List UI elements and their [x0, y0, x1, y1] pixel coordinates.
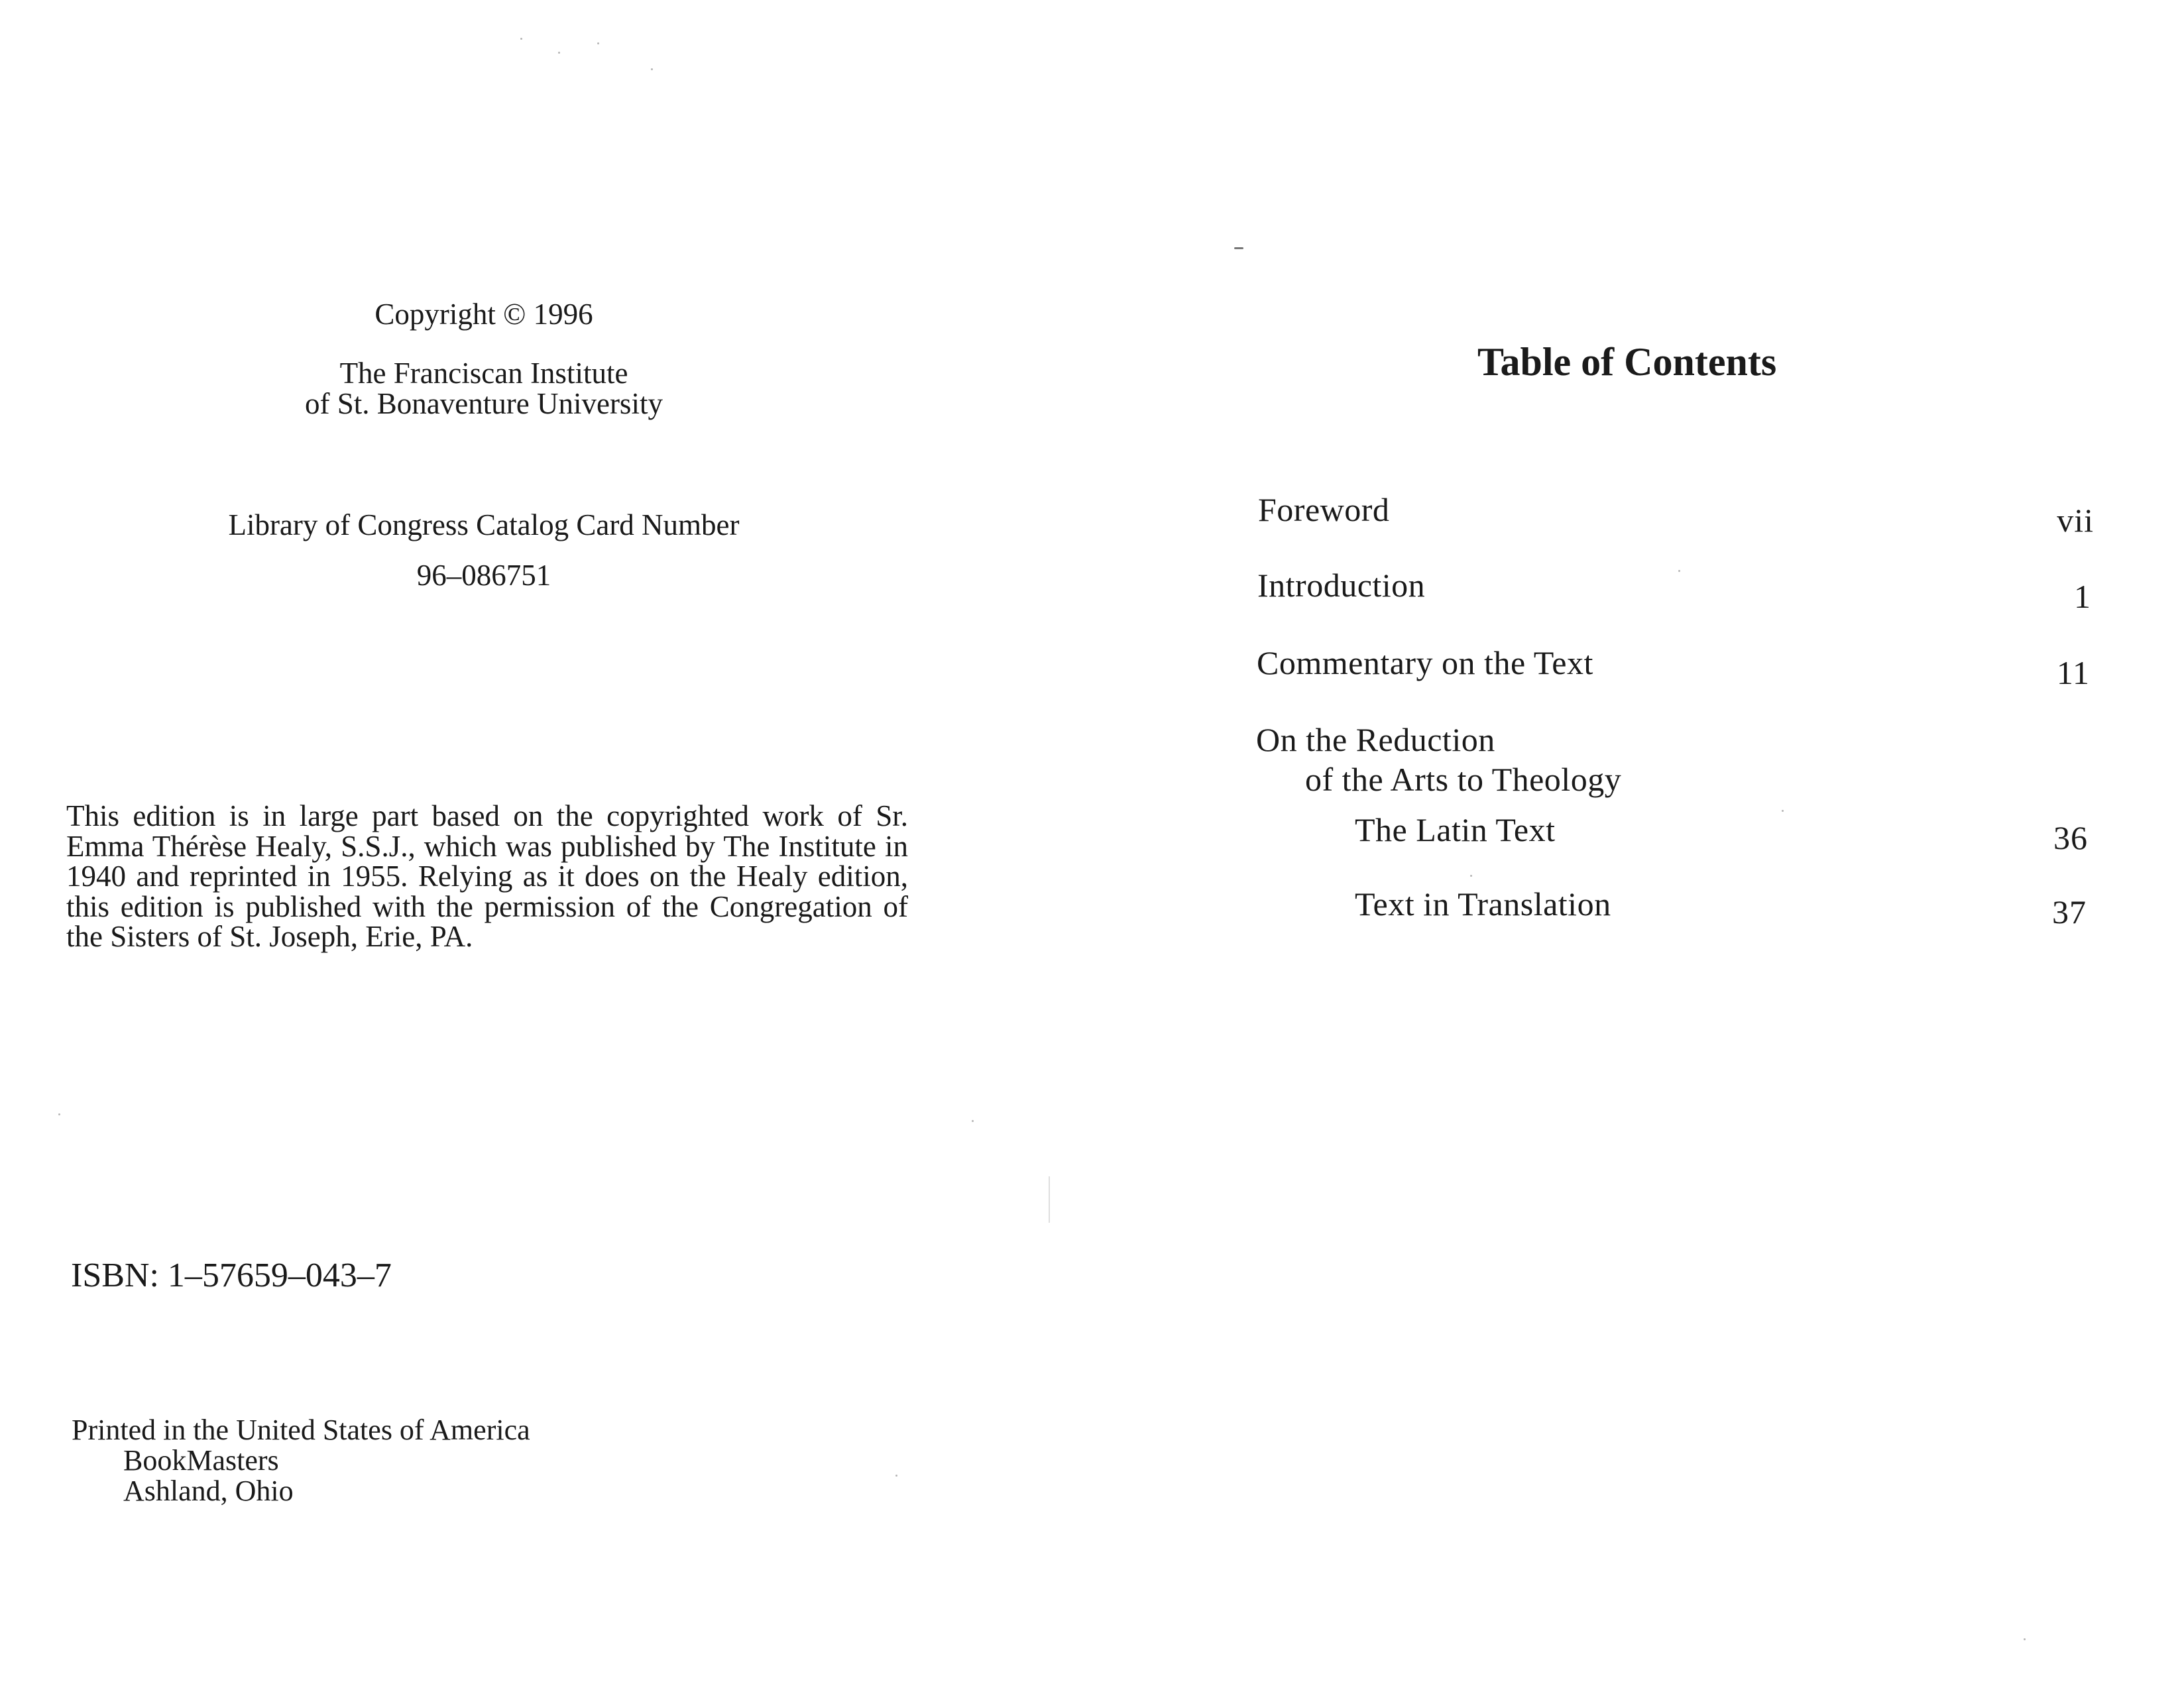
- isbn: ISBN: 1–57659–043–7: [71, 1257, 392, 1294]
- toc-entry-introduction-label: Introduction: [1257, 567, 1426, 604]
- copyright-page: [0, 0, 1054, 1688]
- printer-block: [72, 1415, 530, 1506]
- publisher-university: of St. Bonaventure University: [305, 387, 663, 420]
- printer-location: Ashland, Ohio: [123, 1475, 294, 1507]
- scan-speck: [558, 52, 560, 54]
- scan-speck: [651, 68, 653, 70]
- scan-speck: [2024, 1638, 2026, 1640]
- toc-entry-translation-label: Text in Translation: [1355, 885, 1611, 923]
- toc-entry-reduction-label: On the Reduction: [1256, 721, 1495, 758]
- scan-speck: [520, 38, 522, 40]
- scan-speck: [597, 42, 599, 44]
- table-of-contents-page: [1054, 0, 2184, 1688]
- lccn-label: Library of Congress Catalog Card Number: [228, 508, 740, 541]
- toc-entry-reduction-label-continued: of the Arts to Theology: [1305, 761, 1622, 798]
- scan-speck: [895, 1475, 897, 1477]
- toc-entry-foreword-page: vii: [2057, 502, 2094, 539]
- lccn-number: 96–086751: [416, 559, 551, 592]
- scan-speck: [972, 1120, 974, 1122]
- copyright-line: Copyright © 1996: [374, 298, 593, 331]
- edition-note: This edition is in large part based on the copyrighted work of Sr. Emma Thérèse Healy, S.S.J., which was published by The Institute in 1940 and reprinted in 1955. Relying as it does on the Healy edition, this edition is published with the permission of the Congregation of the Sisters of St. Joseph, Erie, PA.: [66, 799, 908, 953]
- scan-speck: [1782, 810, 1784, 812]
- publisher-block: [0, 358, 968, 419]
- toc-entry-foreword-label: Foreword: [1258, 491, 1390, 528]
- scan-speck: [1234, 247, 1243, 249]
- scan-speck: [1470, 875, 1472, 877]
- toc-entry-latin-text-label: The Latin Text: [1355, 811, 1556, 848]
- toc-entry-translation-page: 37: [2052, 893, 2087, 930]
- toc-entry-commentary-label: Commentary on the Text: [1257, 644, 1593, 681]
- toc-entry-commentary-page: 11: [2056, 654, 2090, 691]
- scan-speck: [1678, 570, 1680, 572]
- scan-speck: [58, 1113, 60, 1115]
- toc-title: Table of Contents: [1477, 340, 1777, 384]
- printer-name: BookMasters: [123, 1444, 279, 1477]
- gutter-mark: [1049, 1176, 1050, 1223]
- toc-entry-introduction-page: 1: [2074, 578, 2091, 615]
- toc-entry-latin-text-page: 36: [2053, 819, 2088, 856]
- printed-in-line: Printed in the United States of America: [72, 1414, 530, 1446]
- publisher-name: The Franciscan Institute: [339, 357, 628, 390]
